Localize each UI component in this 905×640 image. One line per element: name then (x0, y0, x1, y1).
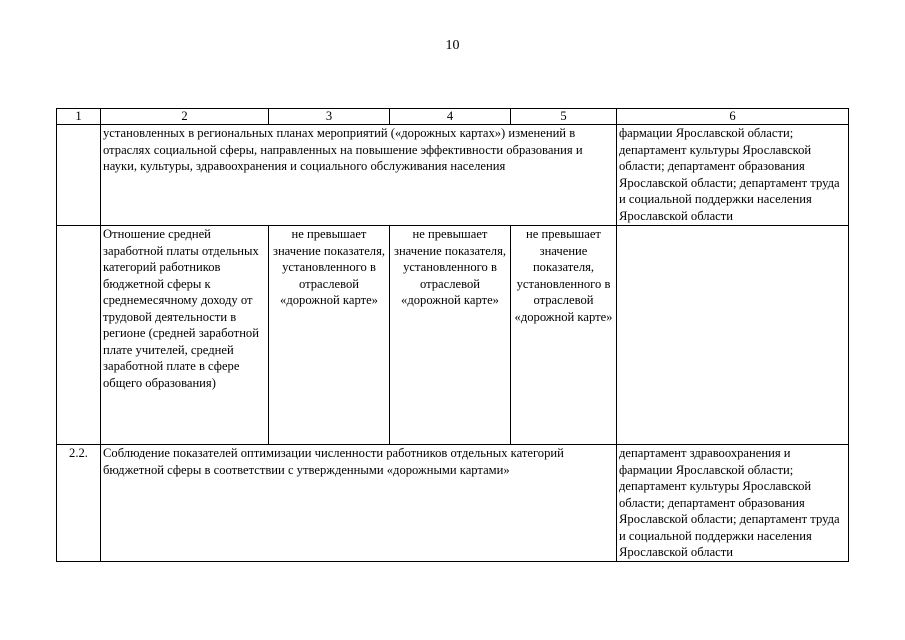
table-header-row (57, 109, 849, 125)
header-col-6: 6 (617, 109, 849, 125)
row2-responsible (617, 226, 849, 445)
table-row (57, 125, 849, 226)
header-col-1: 1 (57, 109, 101, 125)
row1-measure-text: установленных в региональных планах мероприятий («дорожных картах») изменений в отраслях социальной сферы, направленных на повышение эффективности образования и науки, культуры, здравоохранения и социального обслуживания населения (101, 125, 617, 226)
row1-responsible: фармации Ярославской области; департамент культуры Ярославской области; департамент образования Ярославской области; департамент труда и социальной поддержки населения Ярославской области (617, 125, 849, 226)
plan-table (56, 108, 849, 562)
row3-measure-text: Соблюдение показателей оптимизации численности работников отдельных категорий бюджетной сферы в соответствии с утвержденными «дорожными картами» (101, 445, 617, 562)
header-col-2: 2 (101, 109, 269, 125)
row2-indicator: Отношение средней заработной платы отдельных категорий работников бюджетной сферы к среднемесячному доходу от трудовой деятельности в регионе (средней заработной плате учителей, средней заработной плате в сфере общего образования) (101, 226, 269, 445)
header-col-3: 3 (269, 109, 390, 125)
row1-number-cell (57, 125, 101, 226)
header-col-5: 5 (511, 109, 617, 125)
table-row (57, 226, 849, 445)
row2-number-cell (57, 226, 101, 445)
row3-responsible: департамент здравоохранения и фармации Ярославской области; департамент культуры Ярославской области; департамент образования Ярославской области; департамент труда и социальной поддержки населения Ярославской области (617, 445, 849, 562)
row3-number: 2.2. (57, 445, 101, 562)
row2-value-col5: не превышает значение показателя, установленного в отраслевой «дорожной карте» (511, 226, 617, 445)
row2-value-col4: не превышает значение показателя, установленного в отраслевой «дорожной карте» (390, 226, 511, 445)
table-row (57, 445, 849, 562)
header-col-4: 4 (390, 109, 511, 125)
page-number: 10 (445, 38, 460, 53)
row2-value-col3: не превышает значение показателя, установленного в отраслевой «дорожной карте» (269, 226, 390, 445)
